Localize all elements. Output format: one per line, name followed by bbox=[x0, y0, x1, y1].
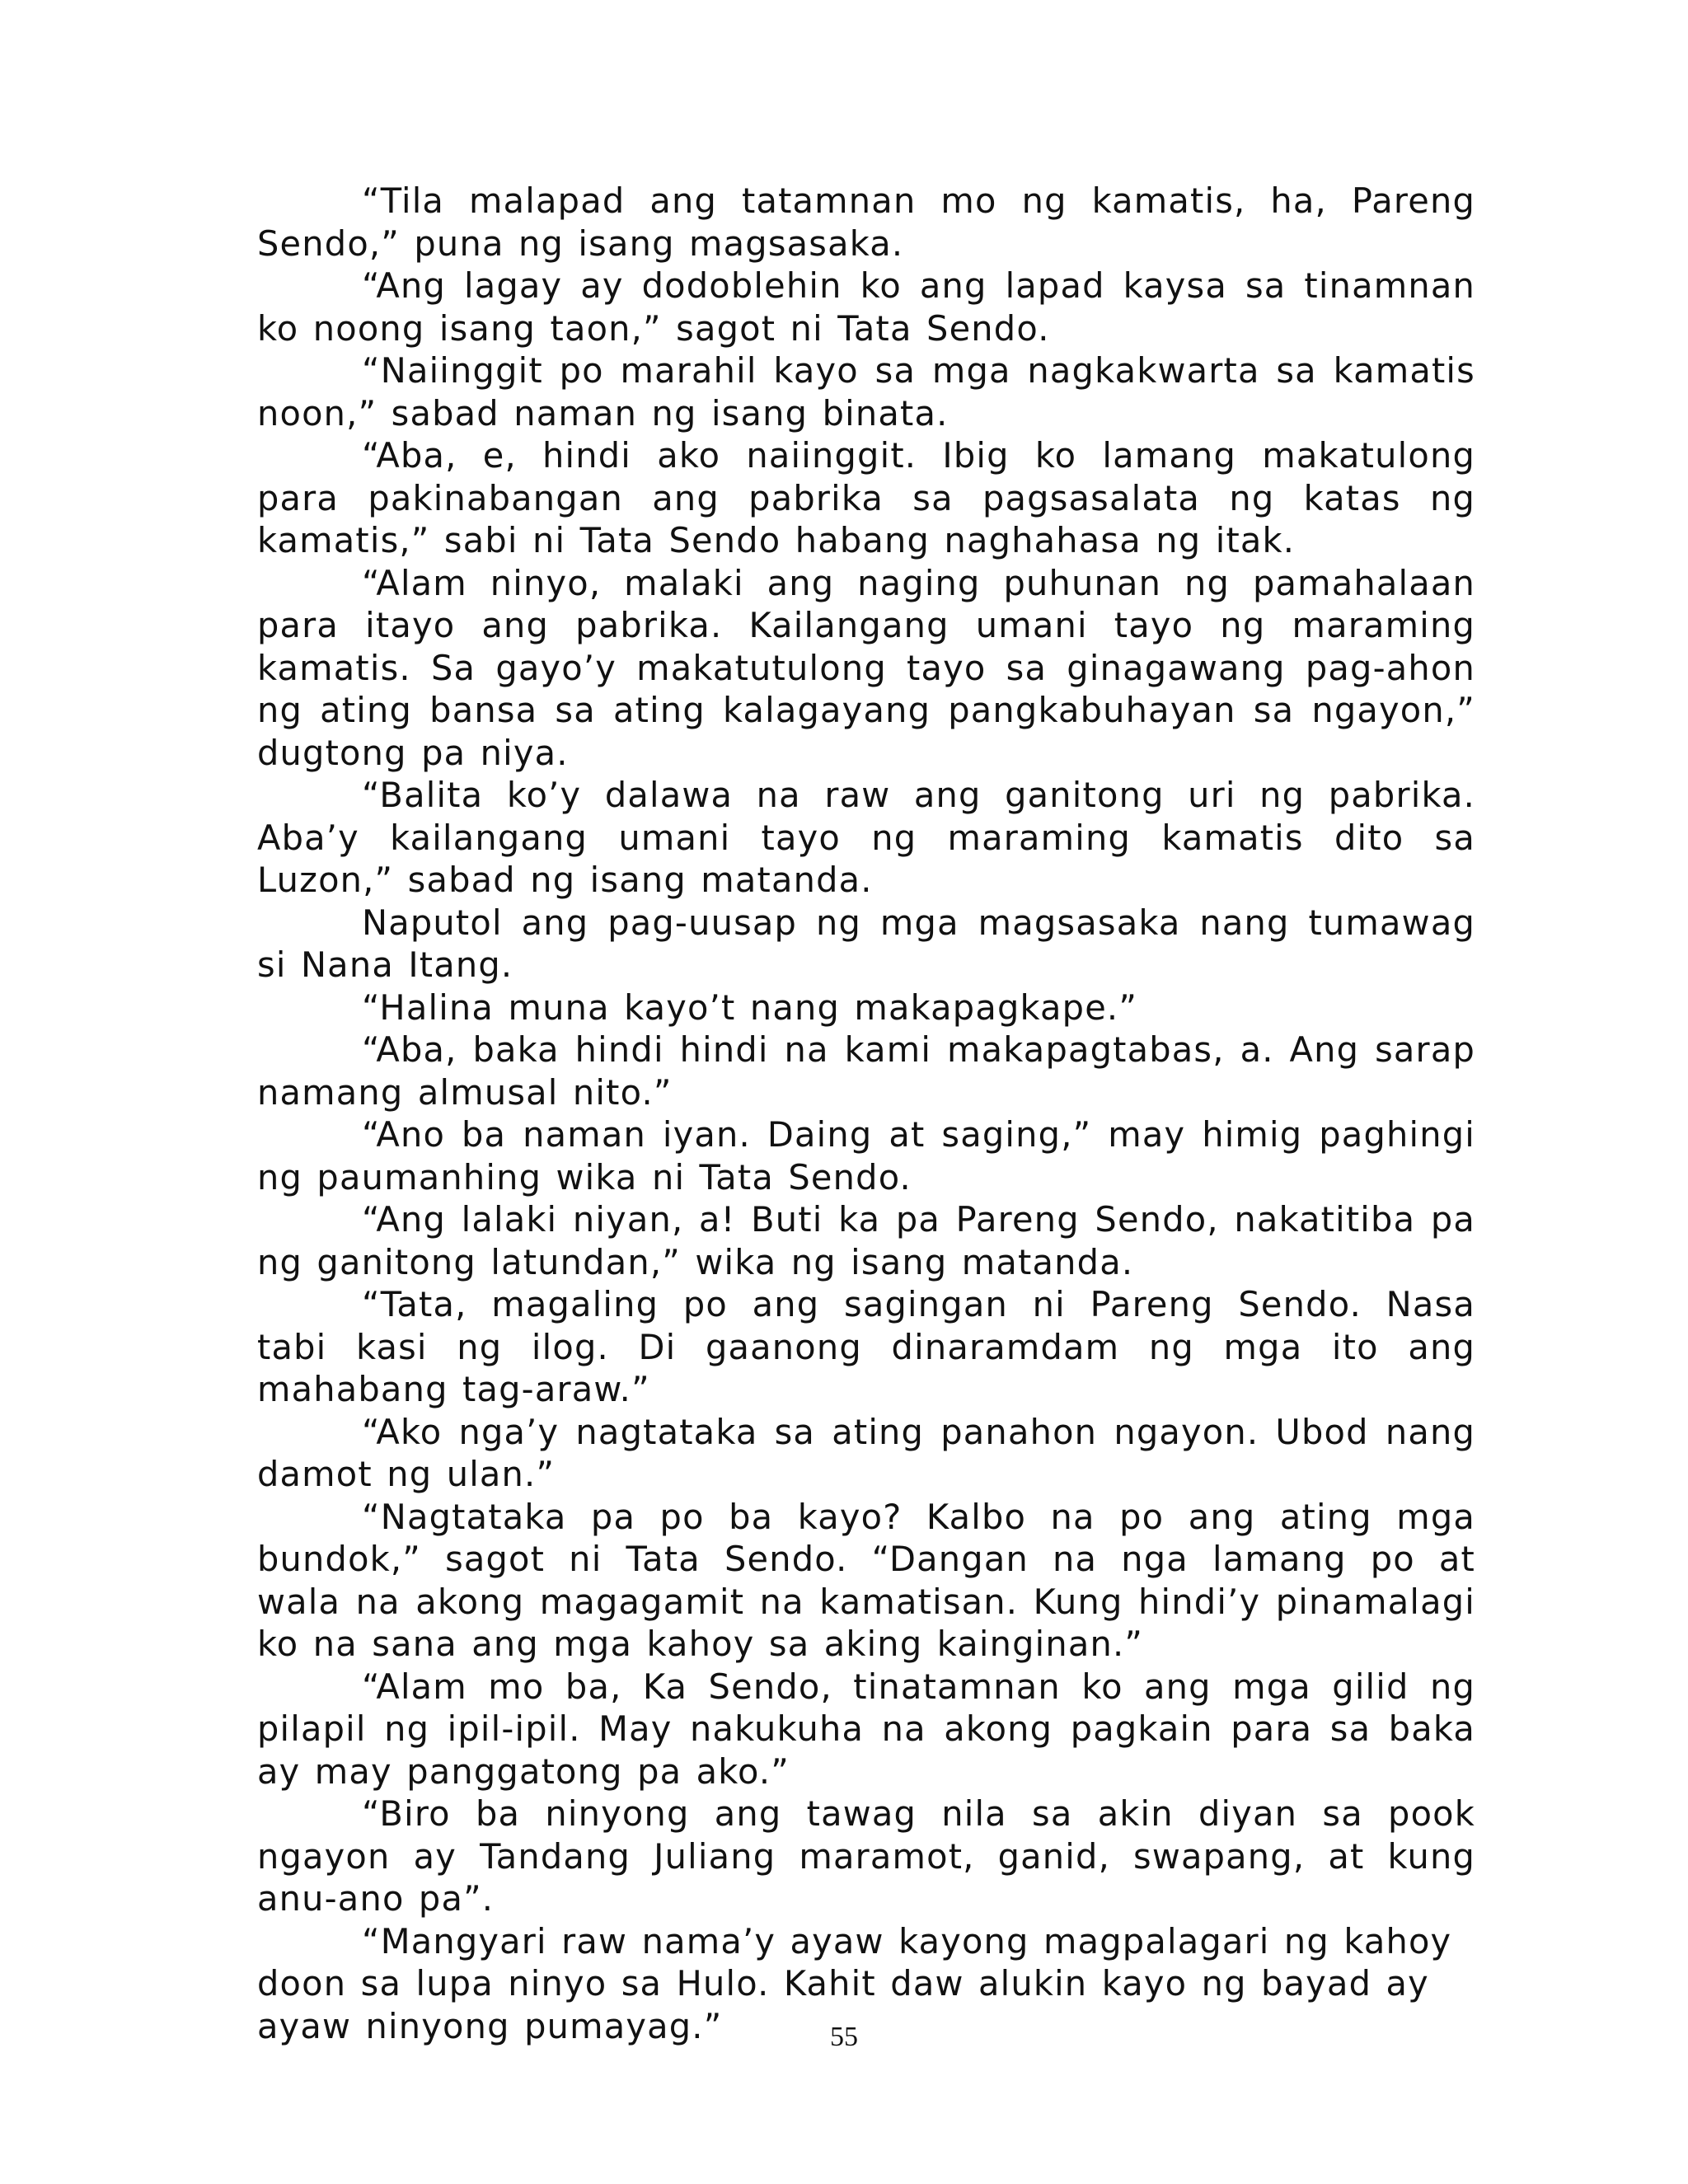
paragraph-1: “Tila malapad ang tatamnan mo ng kamatis, ha, Pareng Sendo,” puna ng isang magsasaka. bbox=[257, 180, 1475, 264]
paragraph-9: “Aba, baka hindi hindi na kami makapagtabas, a. Ang sarap namang almusal nito.” bbox=[257, 1029, 1475, 1113]
paragraph-16: “Biro ba ninyong ang tawag nila sa akin diyan sa pook ngayon ay Tandang Juliang maramot, ganid, swapang, at kung anu-ano pa”. bbox=[257, 1793, 1475, 1919]
paragraph-11: “Ang lalaki niyan, a! Buti ka pa Pareng Sendo, nakatitiba pa ng ganitong latundan,” wika ng isang matanda. bbox=[257, 1199, 1475, 1282]
paragraph-2: “Ang lagay ay dodoblehin ko ang lapad kaysa sa tinamnan ko noong isang taon,” sagot ni Tata Sendo. bbox=[257, 265, 1475, 349]
page-number: 55 bbox=[830, 2022, 858, 2052]
paragraph-15: “Alam mo ba, Ka Sendo, tinatamnan ko ang mga gilid ng pilapil ng ipil-ipil. May nakukuha na akong pagkain para sa baka ay may panggatong pa ako.” bbox=[257, 1666, 1475, 1792]
paragraph-13: “Ako nga’y nagtataka sa ating panahon ngayon. Ubod nang damot ng ulan.” bbox=[257, 1411, 1475, 1494]
story-text bbox=[257, 180, 1475, 2047]
paragraph-3: “Naiinggit po marahil kayo sa mga nagkakwarta sa kamatis noon,” sabad naman ng isang binata. bbox=[257, 350, 1475, 434]
paragraph-17: “Mangyari raw nama’y ayaw kayong magpalagari ng kahoy doon sa lupa ninyo sa Hulo. Kahit daw alukin kayo ng bayad ay ayaw ninyong pumayag.” bbox=[257, 1920, 1452, 2046]
paragraph-4: “Aba, e, hindi ako naiinggit. Ibig ko lamang makatulong para pakinabangan ang pabrika sa pagsasalata ng katas ng kamatis,” sabi ni Tata Sendo habang naghahasa ng itak. bbox=[257, 435, 1475, 560]
paragraph-6: “Balita ko’y dalawa na raw ang ganitong uri ng pabrika. Aba’y kailangang umani tayo ng maraming kamatis dito sa Luzon,” sabad ng isang matanda. bbox=[257, 775, 1475, 900]
paragraph-7: Naputol ang pag-uusap ng mga magsasaka nang tumawag si Nana Itang. bbox=[257, 902, 1475, 985]
paragraph-8: “Halina muna kayo’t nang makapagkape.” bbox=[362, 987, 1138, 1028]
paragraph-14: “Nagtataka pa po ba kayo? Kalbo na po ang ating mga bundok,” sagot ni Tata Sendo. “Dangan na nga lamang po at wala na akong magagamit na kamatisan. Kung hindi’y pinamalagi ko na sana ang mga kahoy sa aking kainginan.” bbox=[257, 1496, 1475, 1664]
paragraph-5: “Alam ninyo, malaki ang naging puhunan ng pamahalaan para itayo ang pabrika. Kailangang umani tayo ng maraming kamatis. Sa gayo’y makatutulong tayo sa ginagawang pag-ahon ng ating bansa sa ating kalagayang pangkabuhayan sa ngayon,” dugtong pa niya. bbox=[257, 562, 1475, 773]
paragraph-10: “Ano ba naman iyan. Daing at saging,” may himig paghingi ng paumanhing wika ni Tata Sendo. bbox=[257, 1114, 1475, 1197]
paragraph-12: “Tata, magaling po ang sagingan ni Pareng Sendo. Nasa tabi kasi ng ilog. Di gaanong dinaramdam ng mga ito ang mahabang tag-araw.” bbox=[257, 1284, 1475, 1409]
